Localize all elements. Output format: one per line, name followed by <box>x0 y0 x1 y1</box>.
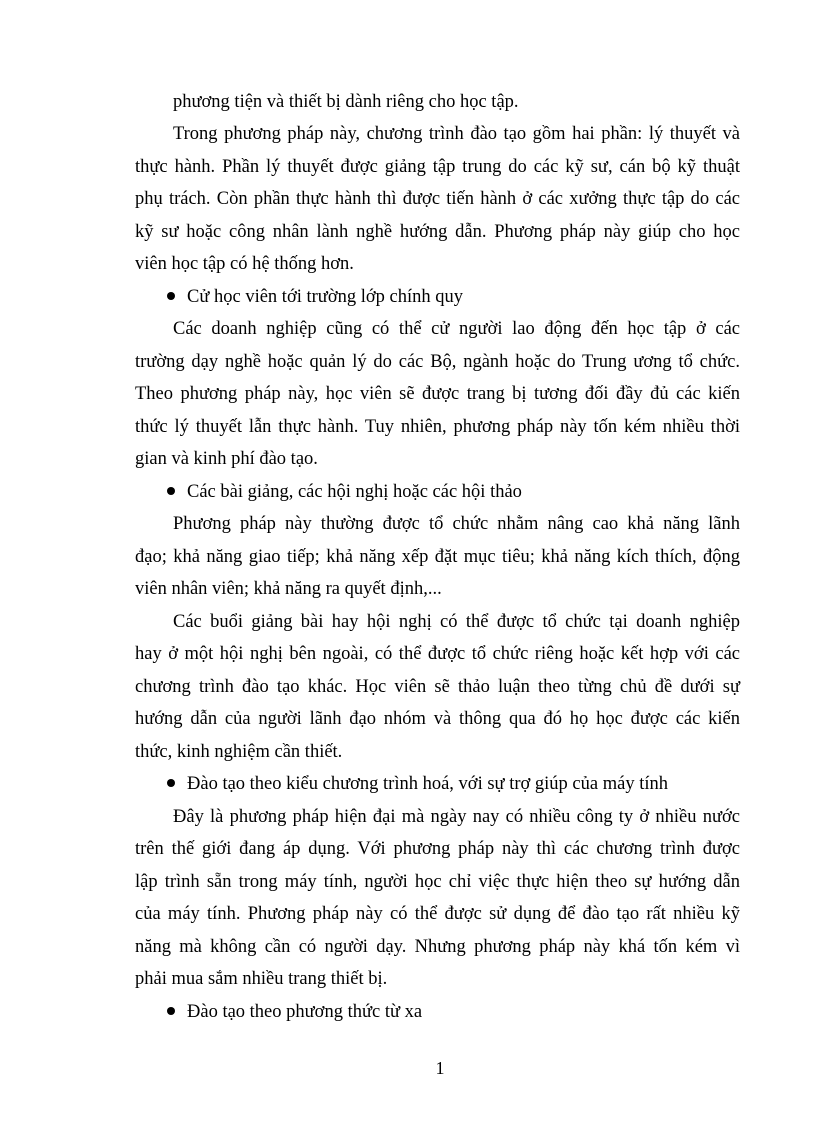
text-line: phương tiện và thiết bị dành riêng cho học tập. <box>173 92 519 112</box>
text-line: thức, kinh nghiệm cần thiết. <box>135 742 343 762</box>
text-line: hay ở một hội nghị bên ngoài, có thể được tổ chức riêng hoặc kết hợp với các <box>135 644 740 664</box>
bullet-heading <box>135 480 740 504</box>
text-line: Phương pháp này thường được tổ chức nhằm nâng cao khả năng lãnh <box>173 514 740 534</box>
text-line: thực hành. Phần lý thuyết được giảng tập trung do các kỹ sư, cán bộ kỹ thuật <box>135 157 740 177</box>
text-line: năng mà không cần có người dạy. Nhưng phương pháp này khá tốn kém vì <box>135 937 740 957</box>
bullet-icon <box>167 487 175 495</box>
text-line: của máy tính. Phương pháp này có thể được sử dụng để đào tạo rất nhiều kỹ <box>135 904 740 924</box>
text-line: kỹ sư hoặc công nhân lành nghề hướng dẫn. Phương pháp này giúp cho học <box>135 222 740 242</box>
text-line: Các buổi giảng bài hay hội nghị có thể được tổ chức tại doanh nghiệp <box>173 612 740 632</box>
text-line: đạo; khả năng giao tiếp; khả năng xếp đặt mục tiêu; khả năng kích thích, động <box>135 547 740 567</box>
text-line: trường dạy nghề hoặc quản lý do các Bộ, ngành hoặc do Trung ương tổ chức. <box>135 352 740 372</box>
text-line: Đây là phương pháp hiện đại mà ngày nay có nhiều công ty ở nhiều nước <box>173 807 740 827</box>
text-line: phải mua sắm nhiều trang thiết bị. <box>135 969 388 989</box>
text-line: Trong phương pháp này, chương trình đào tạo gồm hai phần: lý thuyết và <box>173 124 740 144</box>
text-line: chương trình đào tạo khác. Học viên sẽ thảo luận theo từng chủ đề dưới sự <box>135 677 740 697</box>
text-line: Các doanh nghiệp cũng có thể cử người lao động đến học tập ở các <box>173 319 740 339</box>
text-line: trên thế giới đang áp dụng. Với phương pháp này thì các chương trình được <box>135 839 740 859</box>
bullet-icon <box>167 1007 175 1015</box>
text-line: viên học tập có hệ thống hơn. <box>135 254 354 274</box>
bullet-text: Cử học viên tới trường lớp chính quy <box>187 287 464 307</box>
text-line: lập trình sẵn trong máy tính, người học chỉ việc thực hiện theo sự hướng dẫn <box>135 872 740 892</box>
text-line: phụ trách. Còn phần thực hành thì được tiến hành ở các xưởng thực tập do các <box>135 189 740 209</box>
page-number: 1 <box>435 1058 445 1078</box>
bullet-heading <box>135 1000 740 1024</box>
text-line: viên nhân viên; khả năng ra quyết định,... <box>135 579 442 599</box>
bullet-text: Đào tạo theo kiểu chương trình hoá, với sự trợ giúp của máy tính <box>187 774 668 794</box>
bullet-heading <box>135 772 740 796</box>
bullet-icon <box>167 292 175 300</box>
bullet-heading <box>135 285 740 309</box>
bullet-text: Các bài giảng, các hội nghị hoặc các hội thảo <box>187 482 522 502</box>
bullet-icon <box>167 779 175 787</box>
text-line: hướng dẫn của người lãnh đạo nhóm và thông qua đó họ học được các kiến <box>135 709 740 729</box>
text-line: thức lý thuyết lẫn thực hành. Tuy nhiên, phương pháp này tốn kém nhiều thời <box>135 417 740 437</box>
text-line: Theo phương pháp này, học viên sẽ được trang bị tương đối đầy đủ các kiến <box>135 384 740 404</box>
text-line: gian và kinh phí đào tạo. <box>135 449 318 469</box>
bullet-text: Đào tạo theo phương thức từ xa <box>187 1002 423 1022</box>
